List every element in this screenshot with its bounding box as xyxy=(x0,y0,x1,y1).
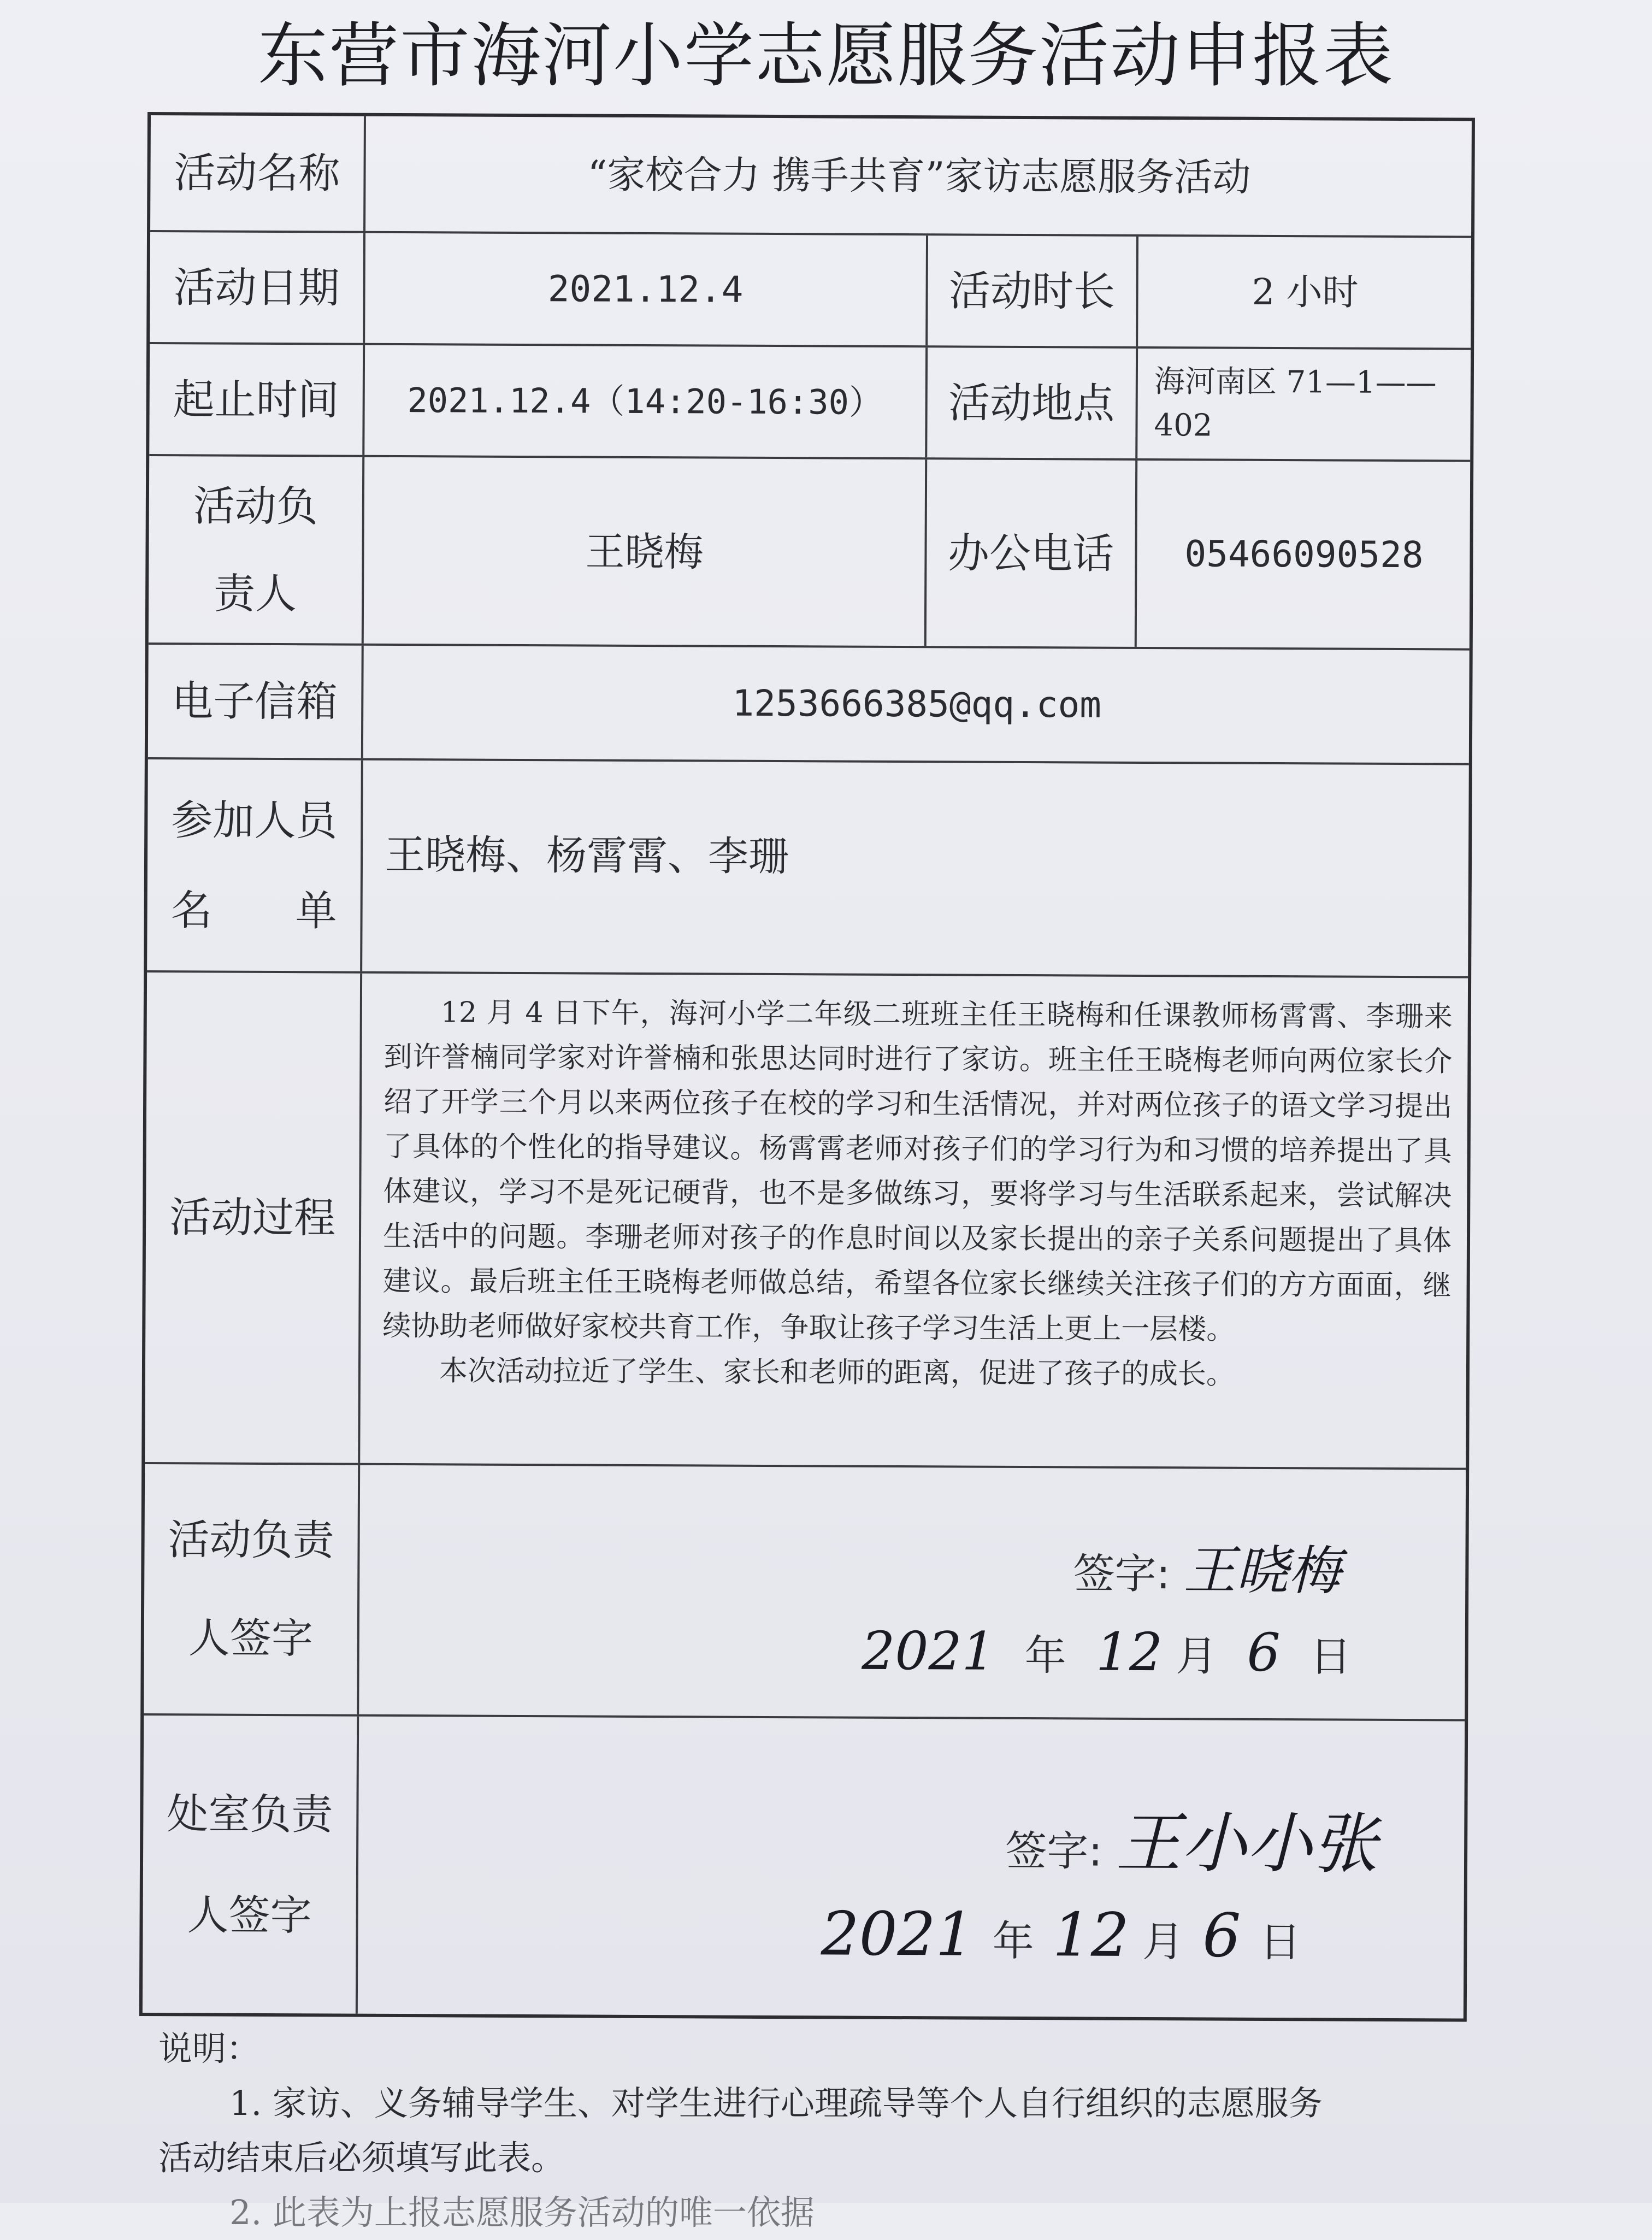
row-participants xyxy=(147,757,1469,976)
label-activity-date: 活动日期 xyxy=(173,262,340,313)
value-activity-name: “家校合力 携手共育”家访志愿服务活动 xyxy=(363,116,1473,236)
leader-sign-label: 签字: xyxy=(1073,1549,1171,1599)
row-leader-signature xyxy=(144,1462,1466,1719)
label-location: 活动地点 xyxy=(925,347,1136,458)
office-sign-year-char: 年 xyxy=(992,1916,1034,1966)
value-email: 1253666385@qq.com xyxy=(361,646,1471,763)
value-time-range: 2021.12.4（14:20-16:30） xyxy=(362,345,925,457)
row-leader xyxy=(149,454,1470,649)
note-item-1-line-1: 1. 家访、义务辅导学生、对学生进行心理疏导等个人自行组织的志愿服务 xyxy=(229,2083,1323,2123)
document-title: 东营市海河小学志愿服务活动申报表 xyxy=(257,15,1394,97)
row-activity-date xyxy=(150,230,1471,348)
notes-section xyxy=(158,2021,1524,2240)
label-participants-line2: 名 单 xyxy=(170,886,337,935)
leader-sign-day: 6 xyxy=(1247,1622,1281,1684)
row-office-signature xyxy=(143,1713,1465,2019)
label-office-signature-line1: 处室负责 xyxy=(167,1789,333,1839)
row-process xyxy=(145,970,1468,1468)
value-activity-date: 2021.12.4 xyxy=(363,233,926,345)
label-office-phone: 办公电话 xyxy=(924,459,1135,647)
label-leader-signature-line1: 活动负责 xyxy=(168,1515,334,1565)
leader-signature-area xyxy=(357,1465,1467,1719)
label-activity-name: 活动名称 xyxy=(174,148,340,198)
office-handwritten-signature: 王小小张 xyxy=(1115,1805,1378,1883)
note-item-1-line-2: 活动结束后必须填写此表。 xyxy=(158,2138,565,2178)
office-sign-month: 12 xyxy=(1052,1900,1130,1970)
leader-sign-year: 2021 xyxy=(862,1620,995,1682)
value-location: 海河南区 71—1——402 xyxy=(1135,349,1472,460)
office-sign-label: 签字: xyxy=(1005,1826,1103,1876)
office-sign-year: 2021 xyxy=(821,1899,974,1970)
leader-sign-month-char: 月 xyxy=(1176,1631,1218,1681)
label-time-range: 起止时间 xyxy=(173,374,339,425)
label-process: 活动过程 xyxy=(169,1193,336,1242)
note-item-2: 2. 此表为上报志愿服务活动的唯一依据 xyxy=(229,2192,815,2232)
row-activity-name xyxy=(150,115,1472,236)
leader-sign-month: 12 xyxy=(1095,1621,1163,1683)
process-paragraph-2: 本次活动拉近了学生、家长和老师的距离，促进了孩子的成长。 xyxy=(439,1354,1235,1391)
office-sign-day: 6 xyxy=(1202,1900,1241,1971)
application-form-table xyxy=(139,112,1475,2022)
leader-sign-day-char: 日 xyxy=(1309,1632,1352,1681)
value-participants: 王晓梅、杨霄霄、李珊 xyxy=(360,761,1470,976)
office-sign-day-char: 日 xyxy=(1259,1917,1301,1967)
label-office-signature xyxy=(143,1716,357,2014)
label-leader-signature xyxy=(144,1464,358,1714)
value-office-phone: 05466090528 xyxy=(1135,461,1471,649)
label-office-signature-line2: 人签字 xyxy=(187,1890,312,1940)
leader-sign-line xyxy=(1073,1528,1341,1604)
office-sign-date xyxy=(821,1899,1301,1971)
label-leader: 活动负责人 xyxy=(193,481,318,618)
label-participants xyxy=(147,759,361,971)
office-sign-month-char: 月 xyxy=(1142,1917,1184,1966)
value-leader: 王晓梅 xyxy=(362,457,925,646)
leader-sign-year-char: 年 xyxy=(1024,1631,1066,1680)
value-duration: 2 小时 xyxy=(1136,237,1472,348)
label-leader-signature-line2: 人签字 xyxy=(188,1613,314,1663)
label-participants-line1: 参加人员 xyxy=(171,795,338,845)
notes-heading: 说明： xyxy=(158,2029,261,2068)
row-time-range xyxy=(149,342,1471,460)
label-duration: 活动时长 xyxy=(925,235,1136,346)
process-paragraph-1: 12 月 4 日下午，海河小学二年级二班班主任王晓梅和任课教师杨霄霄、李珊来到许誉楠同学家对许誉楠和张思达同时进行了家访。班主任王晓梅老师向两位家长介绍了开学三个月以来两位孩子在校的学习和生活情况，并对两位孩子的语文学习提出了具体的个性化的指导建议。杨霄霄老师对孩子们的学习行为和习惯的培养提出了具体建议，学习不是死记硬背，也不是多做练习，要将学习与生活联系起来，尝试解决生活中的问题。李珊老师对孩子的作息时间以及家长提出的亲子关系问题提出了具体建议。最后班主任王晓梅老师做总结，希望各位家长继续关注孩子们的方方面面，继续协助老师做好家校共育工作，争取让孩子学习生活上更上一层楼。 xyxy=(382,996,1453,1346)
office-signature-area xyxy=(356,1717,1466,2019)
leader-sign-date xyxy=(862,1620,1352,1684)
row-email xyxy=(148,642,1470,763)
leader-handwritten-signature: 王晓梅 xyxy=(1183,1540,1341,1602)
label-email: 电子信箱 xyxy=(172,676,338,726)
office-sign-line xyxy=(1005,1790,1378,1886)
value-process xyxy=(358,974,1469,1468)
